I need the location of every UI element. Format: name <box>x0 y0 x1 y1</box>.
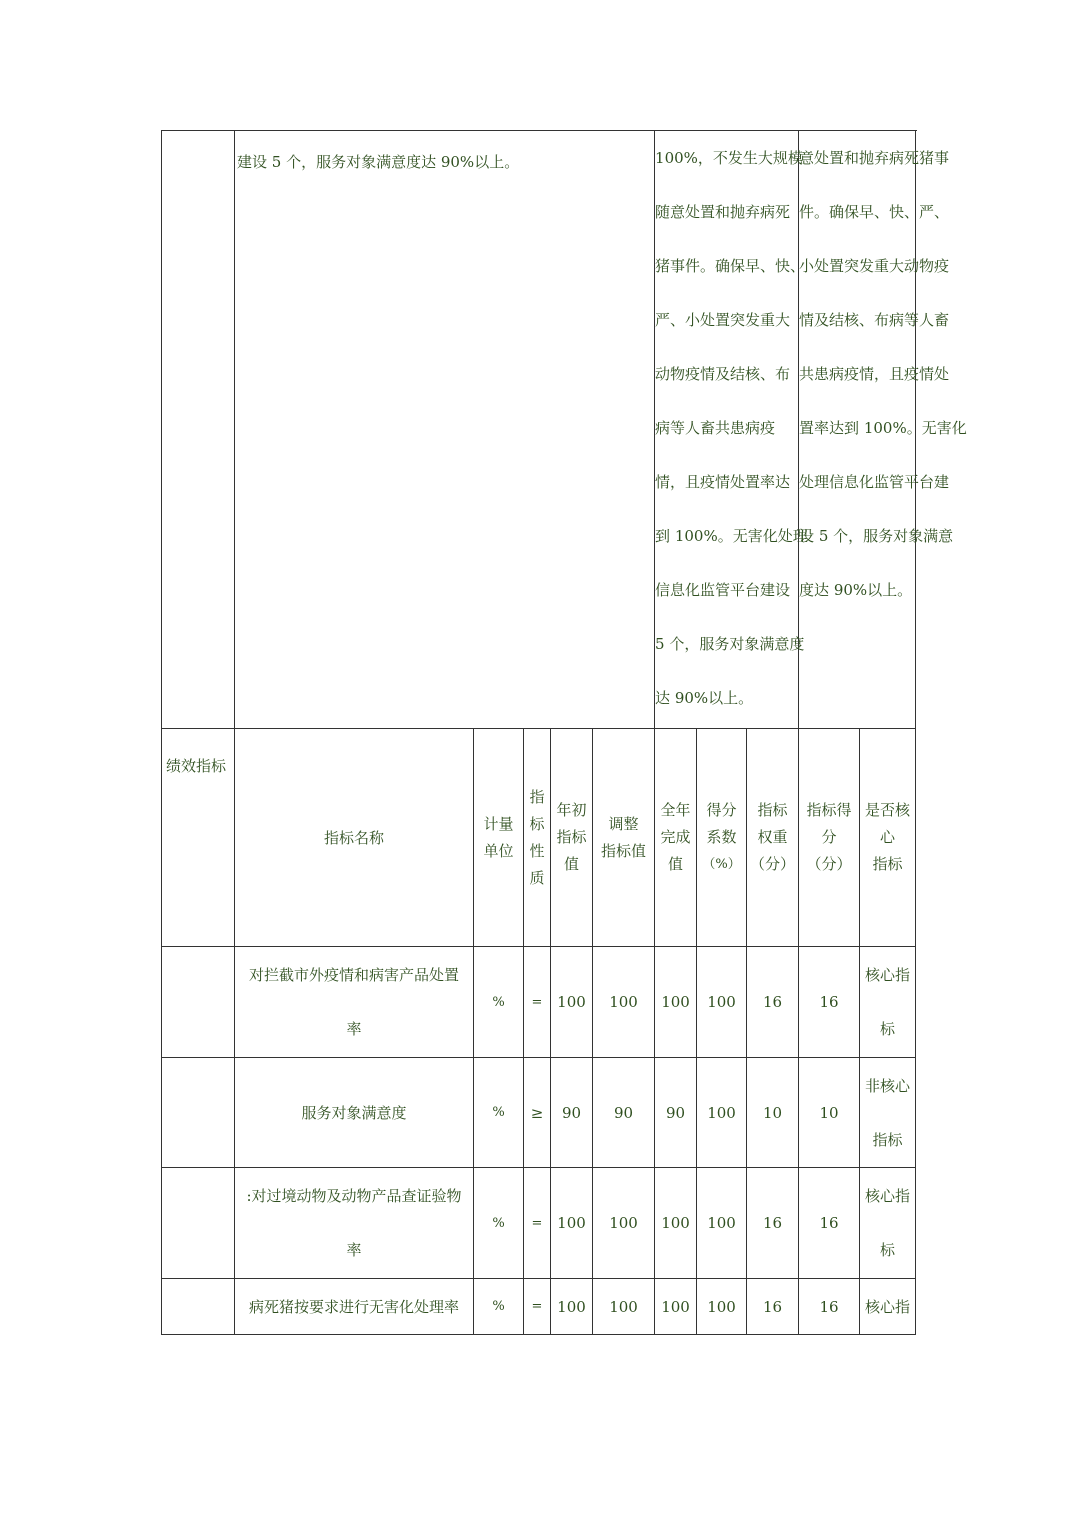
indicator-name-line: 率 <box>346 1020 362 1038</box>
initial-cell: 90 <box>551 1058 593 1168</box>
core-line: 标 <box>880 1241 896 1259</box>
weight-cell: 16 <box>747 1279 799 1335</box>
core-line: 指标 <box>872 1130 903 1149</box>
header-actual-line: 全年 <box>660 801 691 819</box>
header-core-line: 指标 <box>872 855 903 873</box>
indicator-name <box>235 1058 474 1168</box>
section-label: 绩效指标 <box>166 757 227 775</box>
goal-text-cell <box>655 131 808 729</box>
goal-line: 严、小处置突发重大 <box>655 311 791 329</box>
core-line: 核心指 <box>865 966 911 984</box>
actual-cell: 100 <box>655 947 697 1058</box>
section-label-cell <box>162 729 235 947</box>
weight-cell: 10 <box>747 1058 799 1168</box>
initial-cell: 100 <box>551 1168 593 1279</box>
coef-cell: 100 <box>697 1168 747 1279</box>
indicator-name <box>235 1279 474 1335</box>
header-unit-line: 单位 <box>483 841 514 860</box>
result-line: 设 5 个，服务对象满意 <box>799 527 954 545</box>
header-nature-line: 标 <box>529 814 545 833</box>
header-score <box>799 729 860 947</box>
header-name-text: 指标名称 <box>323 829 384 847</box>
core-line: 标 <box>880 1020 896 1038</box>
core-line: 核心指 <box>865 1187 911 1205</box>
row-label-cell <box>162 1279 235 1335</box>
coef-cell: 100 <box>697 947 747 1058</box>
unit-cell: % <box>474 947 524 1058</box>
core-cell <box>860 1058 916 1168</box>
header-nature-line: 质 <box>529 868 545 887</box>
nature-cell: ≥ <box>524 1058 551 1168</box>
goal-line: 信息化监管平台建设 <box>655 581 791 599</box>
actual-cell: 100 <box>655 1279 697 1335</box>
table-row <box>162 1168 916 1279</box>
adjusted-cell: 90 <box>593 1058 655 1168</box>
header-nature-line: 性 <box>529 841 545 860</box>
goal-line: 病等人畜共患病疫 <box>655 419 776 437</box>
header-core-line: 是否核 <box>865 801 911 819</box>
row-label-cell <box>162 1168 235 1279</box>
table-row <box>162 1279 916 1335</box>
unit-cell: % <box>474 1058 524 1168</box>
header-actual <box>655 729 697 947</box>
indicator-name-line: 病死猪按要求进行无害化处理率 <box>248 1298 459 1316</box>
goal-line: 100%，不发生大规模 <box>655 149 803 167</box>
coef-cell: 100 <box>697 1058 747 1168</box>
result-text-cell <box>799 131 967 729</box>
indicator-name-line: 服务对象满意度 <box>301 1104 407 1122</box>
initial-cell: 100 <box>551 947 593 1058</box>
blank-label-cell <box>162 131 235 729</box>
header-adjusted-line: 指标值 <box>601 841 647 860</box>
performance-table <box>161 130 967 1335</box>
result-line: 置率达到 100%。无害化 <box>799 419 967 437</box>
goal-line: 情，且疫情处置率达 <box>655 473 791 491</box>
adjusted-cell: 100 <box>593 1168 655 1279</box>
header-nature <box>524 729 551 947</box>
header-coef-line: （%） <box>702 857 741 872</box>
row-label-cell <box>162 1058 235 1168</box>
adjusted-cell: 100 <box>593 1279 655 1335</box>
indicator-name <box>235 947 474 1058</box>
core-line: 核心指 <box>865 1298 911 1316</box>
result-line: 情及结核、布病等人畜 <box>799 311 950 329</box>
core-cell <box>860 947 916 1058</box>
coef-cell: 100 <box>697 1279 747 1335</box>
actual-cell: 90 <box>655 1058 697 1168</box>
header-nature-line: 指 <box>529 787 545 806</box>
header-core-line: 心 <box>880 828 896 846</box>
weight-cell: 16 <box>747 947 799 1058</box>
header-initial-line: 年初 <box>556 801 587 819</box>
result-line: 意处置和抛弃病死猪事 <box>799 149 950 167</box>
header-score-line: （分） <box>806 855 852 873</box>
result-line: 件。确保早、快、严、 <box>799 203 950 221</box>
weight-cell: 16 <box>747 1168 799 1279</box>
header-name <box>235 729 474 947</box>
header-score-line: 指标得 <box>806 801 852 819</box>
score-cell: 16 <box>799 1279 860 1335</box>
header-unit <box>474 729 524 947</box>
goal-line: 到 100%。无害化处理 <box>655 527 808 545</box>
result-line: 共患病疫情，且疫情处 <box>799 365 950 383</box>
header-coef-line: 系数 <box>706 828 737 846</box>
header-adjusted <box>593 729 655 947</box>
main-text: 建设 5 个，服务对象满意度达 90%以上。 <box>237 153 520 171</box>
header-core <box>860 729 916 947</box>
header-initial <box>551 729 593 947</box>
nature-cell: = <box>524 947 551 1058</box>
core-cell <box>860 1168 916 1279</box>
core-cell <box>860 1279 916 1335</box>
goal-line: 猪事件。确保早、快、 <box>655 257 806 275</box>
result-line: 处理信息化监管平台建 <box>799 473 950 491</box>
header-unit-line: 计量 <box>483 814 514 833</box>
row-label-cell <box>162 947 235 1058</box>
goal-line: 达 90%以上。 <box>655 689 754 707</box>
nature-cell: = <box>524 1168 551 1279</box>
header-coef-line: 得分 <box>706 801 737 819</box>
header-actual-line: 完成 <box>660 828 691 846</box>
indicator-name-line: 对拦截市外疫情和病害产品处置 <box>248 966 459 984</box>
header-initial-line: 指标 <box>556 828 587 846</box>
header-weight-line: （分） <box>750 855 796 873</box>
core-line: 非核心 <box>865 1076 911 1095</box>
unit-cell: % <box>474 1279 524 1335</box>
indicator-name <box>235 1168 474 1279</box>
unit-cell: % <box>474 1168 524 1279</box>
actual-cell: 100 <box>655 1168 697 1279</box>
header-weight-line: 权重 <box>757 828 788 846</box>
header-actual-line: 值 <box>668 855 684 873</box>
header-row <box>162 729 916 947</box>
goal-line: 随意处置和抛弃病死 <box>655 203 791 221</box>
indicator-name-line: 率 <box>346 1241 362 1259</box>
header-adjusted-line: 调整 <box>608 814 639 833</box>
score-cell: 16 <box>799 1168 860 1279</box>
header-weight <box>747 729 799 947</box>
continuation-row <box>162 131 916 729</box>
score-cell: 10 <box>799 1058 860 1168</box>
header-initial-line: 值 <box>563 855 579 873</box>
goal-line: 5 个，服务对象满意度 <box>655 635 805 653</box>
header-score-line: 分 <box>821 828 837 846</box>
header-coef <box>697 729 747 947</box>
initial-cell: 100 <box>551 1279 593 1335</box>
main-text-cell <box>235 131 655 729</box>
table-row <box>162 1058 916 1168</box>
goal-line: 动物疫情及结核、布 <box>655 365 791 383</box>
score-cell: 16 <box>799 947 860 1058</box>
header-weight-line: 指标 <box>757 801 788 819</box>
result-line: 度达 90%以上。 <box>799 581 913 599</box>
nature-cell: = <box>524 1279 551 1335</box>
indicator-name-line: :对过境动物及动物产品查证验物 <box>246 1187 462 1205</box>
result-line: 小处置突发重大动物疫 <box>799 257 950 275</box>
adjusted-cell: 100 <box>593 947 655 1058</box>
table-row <box>162 947 916 1058</box>
